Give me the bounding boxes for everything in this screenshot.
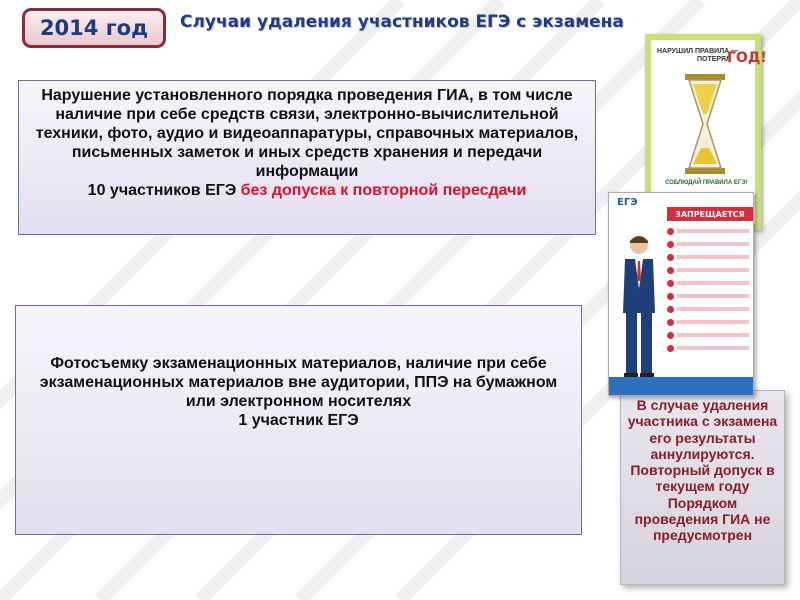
- annulment-note: В случае удаления участника с экзамена его результаты аннулируются. Повторный допуск в текущем году Порядком проведения ГИА не предусмотрен: [620, 390, 785, 585]
- hourglass-icon: [683, 74, 727, 174]
- page-title: Случаи удаления участников ЕГЭ с экзамена: [180, 12, 624, 32]
- violation-outcome: [33, 181, 581, 200]
- poster-footer: [609, 377, 753, 395]
- violation-box-materials: [15, 305, 582, 535]
- violation-description: Нарушение установленного порядка проведения ГИА, в том числе наличие при себе средств связи, электронно-вычислительной техники, фото, аудио и видеоаппаратуры, справочных материалов, письменных заметок и иных средств хранения и передачи информации: [35, 87, 579, 180]
- poster-banner: ЗАПРЕЩАЕТСЯ: [667, 207, 753, 221]
- violation-description: Фотосъемку экзаменационных материалов, наличие при себе экзаменационных материалов вне аудитории, ППЭ на бумажном или электронном носителях: [39, 355, 558, 410]
- poster-logo: ЕГЭ: [617, 197, 638, 208]
- poster-line: НАРУШИЛ ПРАВИЛА —: [657, 48, 739, 55]
- student-figure-icon: [615, 233, 663, 383]
- retake-consequence: без допуска к повторной пересдачи: [240, 182, 527, 199]
- poster-header: [609, 193, 753, 221]
- violation-box-devices: [18, 80, 596, 235]
- poster-line: СОБЛЮДАЙ ПРАВИЛА ЕГЭ!: [665, 180, 748, 186]
- participant-count: 10 участников ЕГЭ: [87, 182, 237, 199]
- year-badge: 2014 год: [22, 8, 166, 48]
- poster-prohibited: [608, 192, 754, 396]
- poster-line: ПОТЕРЯЛ: [697, 56, 731, 63]
- participant-count: 1 участник ЕГЭ: [238, 412, 359, 429]
- poster-year: ГОД!: [727, 50, 767, 66]
- poster-rule-list: [667, 227, 749, 357]
